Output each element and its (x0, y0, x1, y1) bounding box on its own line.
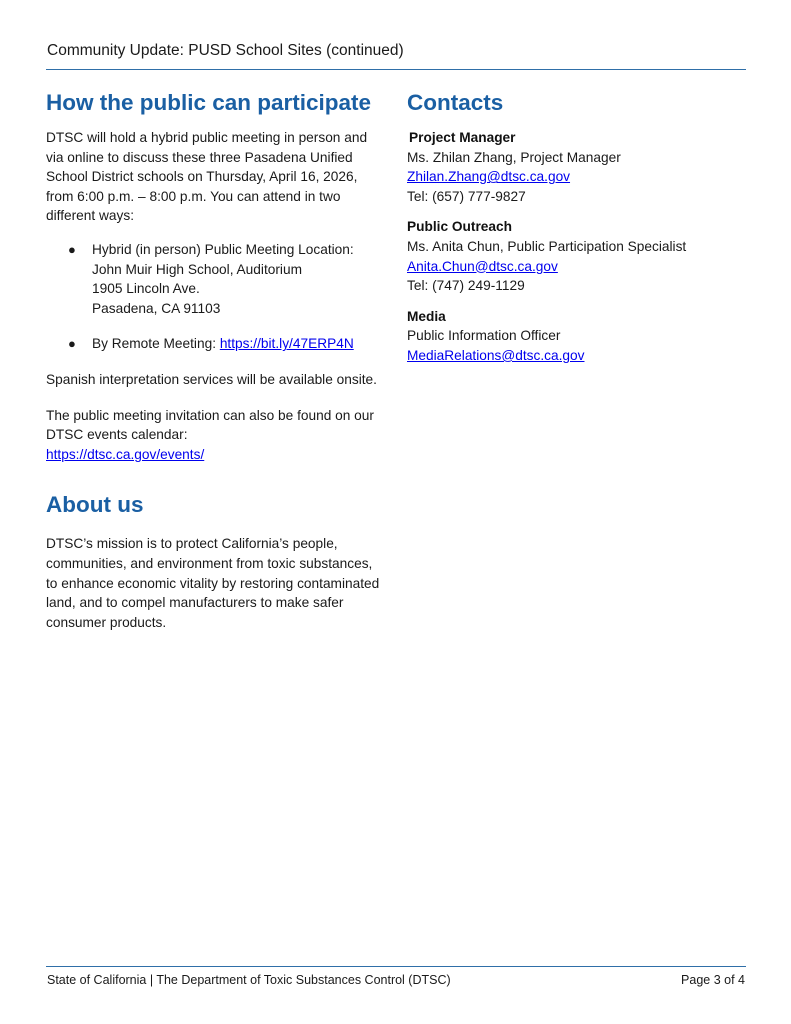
page-number: Page 3 of 4 (681, 973, 745, 987)
in-person-city: Pasadena, CA 91103 (92, 300, 221, 316)
contacts-heading: Contacts (407, 90, 504, 115)
list-item-remote (46, 334, 386, 354)
in-person-label: Hybrid (in person) Public Meeting Location: (92, 241, 354, 257)
contact-media (407, 307, 747, 366)
in-person-street: 1905 Lincoln Ave. (92, 281, 200, 297)
footer-divider (46, 966, 746, 967)
events-calendar-link[interactable]: https://dtsc.ca.gov/events/ (46, 446, 205, 462)
contact-email-link[interactable]: Zhilan.Zhang@dtsc.ca.gov (407, 169, 571, 185)
bullet-icon: ● (68, 241, 76, 257)
participate-intro: DTSC will hold a hybrid public meeting in person and via online to discuss these three Pasadena Unified School District schools on Thursday, April 16, 2026, from 6:00 p.m. – 8:00 p.m. You can attend in two different ways: (46, 130, 368, 224)
list-item-in-person (46, 240, 386, 318)
contact-email-link[interactable]: MediaRelations@dtsc.ca.gov (407, 347, 585, 363)
remote-meeting-link[interactable]: https://bit.ly/47ERP4N (219, 336, 354, 352)
contact-email-link[interactable]: Anita.Chun@dtsc.ca.gov (407, 258, 558, 274)
contact-name: Ms. Zhilan Zhang, Project Manager (407, 149, 621, 165)
contact-project-manager (407, 128, 747, 206)
contact-phone: Tel: (657) 777-9827 (407, 188, 526, 204)
header-divider (46, 69, 746, 70)
contact-public-outreach (407, 217, 747, 295)
page-header-title: Community Update: PUSD School Sites (continued) (47, 42, 404, 59)
about-heading: About us (46, 492, 144, 518)
left-column (46, 88, 386, 632)
bullet-icon: ● (68, 336, 76, 352)
calendar-note (46, 406, 386, 465)
contact-label: Public Outreach (407, 219, 512, 235)
about-text: DTSC’s mission is to protect California’s people, communities, and environment from toxic substances, to enhance economic vitality by restoring contaminated land, and to compel manufacturers to make safer consumer products. (46, 536, 380, 630)
right-column (407, 88, 747, 366)
contact-name: Public Information Officer (407, 328, 561, 344)
contact-label: Project Manager (409, 130, 516, 145)
spanish-interpretation-note: Spanish interpretation services will be available onsite. (46, 371, 377, 387)
participate-heading: How the public can participate (46, 90, 372, 115)
contact-name: Ms. Anita Chun, Public Participation Specialist (407, 238, 687, 254)
contact-label: Media (407, 308, 446, 324)
in-person-venue: John Muir High School, Auditorium (92, 261, 302, 277)
remote-label: By Remote Meeting: (92, 336, 220, 352)
calendar-text: The public meeting invitation can also be found on our DTSC events calendar: (46, 407, 374, 443)
contact-phone: Tel: (747) 249-1129 (407, 278, 525, 294)
footer-agency: State of California | The Department of Toxic Substances Control (DTSC) (47, 973, 451, 987)
attendance-options-list (46, 240, 386, 354)
